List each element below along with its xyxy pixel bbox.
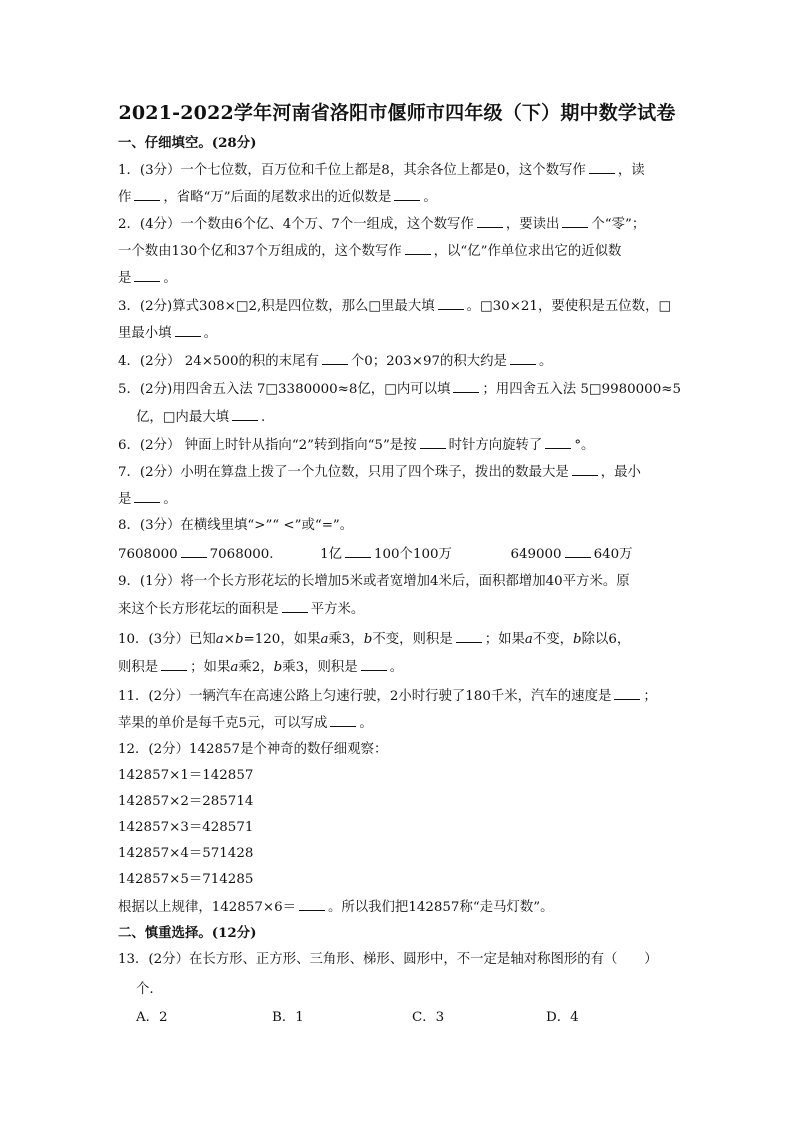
question-text: 是	[118, 492, 132, 507]
variable-b: b	[273, 660, 283, 675]
option-label: C．3	[412, 1010, 445, 1025]
question-8-line-2	[118, 545, 633, 564]
page-title: 2021-2022学年河南省洛阳市偃师市四年级（下）期中数学试卷	[118, 102, 676, 124]
section-heading-choice	[118, 924, 256, 942]
answer-blank[interactable]	[330, 714, 356, 727]
equation-row	[118, 767, 253, 785]
question-text: ，读	[617, 163, 645, 178]
question-text: 5．(2分)用四舍五入法 7□3380000≈8亿，□内可以填	[118, 382, 451, 397]
question-text: 乘3，	[328, 632, 364, 647]
question-text: ；用四舍五入法 5□9980000≈5	[482, 382, 681, 397]
question-5-line-1	[118, 380, 681, 399]
question-text: 。	[538, 354, 553, 369]
question-10-line-1	[118, 630, 630, 649]
question-4	[118, 352, 552, 371]
question-9-line-1	[118, 573, 630, 591]
question-text: 一个数由130个亿和37个万组成的，这个数写作	[118, 244, 402, 259]
answer-blank[interactable]	[282, 600, 308, 613]
answer-blank[interactable]	[589, 161, 615, 174]
question-text: 12．(2分）142857是个神奇的数仔细观察：	[118, 742, 388, 757]
question-text: 。	[359, 716, 373, 731]
answer-blank[interactable]	[161, 658, 187, 671]
answer-blank[interactable]	[562, 215, 588, 228]
question-3-line-1	[118, 297, 671, 316]
option-a[interactable]	[136, 1009, 168, 1027]
question-text: 9．(1分）将一个长方形花坛的长增加5米或者宽增加4米后，面积都增加40平方米。原	[118, 574, 630, 589]
question-text: ；如果	[484, 632, 525, 647]
times-sign: ×	[223, 632, 235, 647]
question-12-intro	[118, 741, 387, 759]
question-text: 苹果的单价是每千克5元，可以写成	[118, 716, 328, 731]
equation-text: 142857×2＝285714	[118, 794, 254, 809]
question-text: 不变，	[532, 632, 574, 647]
question-text: 。所以我们把142857称“走马灯数”。	[327, 900, 554, 915]
question-text: 1．(3分）一个七位数，百万位和千位上都是8，其余各位上都是0，这个数写作	[118, 163, 586, 178]
question-text: 。□30×21，要使积是五位数，□	[466, 299, 672, 314]
compare-left-value: 7608000	[118, 547, 178, 562]
question-7-line-1	[118, 463, 641, 482]
equation-text: 142857×5＝714285	[118, 872, 254, 887]
question-text: 。	[389, 660, 404, 675]
question-text: 平方米。	[310, 602, 365, 617]
question-12-conclusion	[118, 898, 553, 917]
question-2-line-3	[118, 269, 177, 288]
question-text: 。	[423, 190, 437, 205]
answer-blank[interactable]	[134, 269, 160, 282]
answer-blank[interactable]	[453, 380, 479, 393]
question-5-line-2	[136, 408, 265, 427]
answer-blank[interactable]	[175, 324, 201, 337]
question-1-line-2	[118, 188, 437, 207]
option-b[interactable]	[272, 1009, 304, 1027]
variable-b: b	[573, 632, 582, 647]
question-text: 7．(2分）小明在算盘上拨了一个九位数，只用了四个珠子，拨出的数最大是	[118, 465, 569, 480]
equation-row	[118, 793, 253, 811]
variable-a: a	[524, 632, 533, 647]
question-text: 3．(2分)算式308×□2,积是四位数，那么□里最大填	[118, 299, 435, 314]
compare-left-value: 1亿	[320, 547, 342, 562]
question-text: 10．(3分）已知	[118, 632, 216, 647]
question-text: 8．(3分）在横线里填“>”“ <”或“=”。	[118, 518, 354, 533]
question-text: 。	[203, 326, 217, 341]
answer-blank[interactable]	[614, 687, 640, 700]
question-10-line-2	[118, 658, 403, 677]
compare-left-value: 649000	[510, 547, 562, 562]
question-text: 来这个长方形花坛的面积是	[118, 602, 279, 617]
question-3-line-2	[118, 324, 217, 343]
answer-blank[interactable]	[405, 242, 431, 255]
compare-right-value: 640万	[593, 547, 633, 562]
answer-blank[interactable]	[345, 545, 371, 558]
answer-blank[interactable]	[545, 436, 571, 449]
answer-blank[interactable]	[572, 463, 598, 476]
answer-blank[interactable]	[322, 352, 348, 365]
answer-blank[interactable]	[361, 658, 387, 671]
answer-blank[interactable]	[181, 545, 207, 558]
question-text: 4．(2分） 24×500的积的末尾有	[118, 354, 319, 369]
section-label: 一、仔细填空。(28分)	[118, 135, 257, 151]
question-text: 不变，则积是	[372, 632, 453, 647]
compare-right-value: 7068000.	[209, 547, 274, 562]
question-text: 除以6，	[581, 632, 631, 647]
question-text: 则积是	[118, 660, 159, 675]
question-text: 13．(2分）在长方形、正方形、三角形、梯形、圆形中，不一定是轴对称图形的有（ ）	[118, 952, 658, 967]
answer-blank[interactable]	[420, 436, 446, 449]
question-text: 里最小填	[118, 326, 172, 341]
answer-blank[interactable]	[299, 898, 325, 911]
answer-blank[interactable]	[134, 188, 160, 201]
equation-text: 142857×4＝571428	[118, 846, 254, 861]
equation-text: 142857×1＝142857	[118, 768, 254, 783]
question-text: 个0；203×97的积大约是	[350, 354, 507, 369]
question-text: 根据以上规律，142857×6＝	[118, 900, 296, 915]
answer-blank[interactable]	[565, 545, 591, 558]
question-7-line-2	[118, 490, 177, 509]
answer-blank[interactable]	[232, 408, 258, 421]
variable-a: a	[215, 632, 224, 647]
question-text: 个.	[136, 982, 154, 997]
compare-right-value: 100个100万	[374, 547, 452, 562]
equation-text: 142857×3＝428571	[118, 820, 254, 835]
question-text: 亿，□内最大填	[136, 410, 229, 425]
option-label: A．2	[136, 1010, 168, 1025]
equation-row	[118, 845, 253, 863]
question-text: °。	[574, 438, 595, 453]
section-heading-fill-in	[118, 134, 256, 152]
question-text: ；	[643, 689, 657, 704]
variable-b: b	[234, 632, 244, 647]
question-text: 是	[118, 271, 132, 286]
question-2-line-1	[118, 215, 645, 234]
answer-blank[interactable]	[477, 215, 503, 228]
question-6	[118, 436, 594, 455]
question-text: =120，如果	[243, 632, 321, 647]
question-text: ；如果	[190, 660, 231, 675]
question-text: 时针方向旋转了	[448, 438, 543, 453]
question-text: 。	[163, 492, 177, 507]
question-text: 个“零”；	[591, 217, 646, 232]
question-text: ，省略“万”后面的尾数求出的近似数是	[163, 190, 392, 205]
equation-row	[118, 871, 253, 889]
answer-blank[interactable]	[510, 352, 536, 365]
answer-blank[interactable]	[438, 297, 464, 310]
question-text: 乘2，	[238, 660, 274, 675]
equation-row	[118, 819, 253, 837]
question-13-line-1	[118, 951, 658, 969]
question-text: 乘3，则积是	[282, 660, 358, 675]
section-label: 二、慎重选择。(12分)	[118, 925, 257, 941]
variable-b: b	[363, 632, 373, 647]
question-2-line-2	[118, 242, 621, 261]
question-1-line-1	[118, 161, 645, 180]
variable-a: a	[230, 660, 239, 675]
question-11-line-1	[118, 687, 657, 706]
question-8-line-1	[118, 517, 353, 535]
question-text: 6．(2分） 钟面上时针从指向“2”转到指向“5”是按	[118, 438, 417, 453]
question-text: 。	[163, 271, 177, 286]
option-d[interactable]	[546, 1009, 579, 1027]
question-text: ，最小	[600, 465, 641, 480]
question-text: ，以“亿”作单位求出它的近似数	[433, 244, 622, 259]
variable-a: a	[320, 632, 329, 647]
question-text: 作	[118, 190, 132, 205]
option-label: B．1	[272, 1010, 304, 1025]
question-11-line-2	[118, 714, 373, 733]
question-9-line-2	[118, 600, 364, 619]
answer-blank[interactable]	[394, 188, 420, 201]
question-text: .	[261, 410, 266, 425]
question-text: 11．(2分）一辆汽车在高速公路上匀速行驶，2小时行驶了180千米，汽车的速度是	[118, 689, 612, 704]
answer-blank[interactable]	[456, 630, 482, 643]
question-13-line-2	[136, 981, 154, 999]
option-label: D．4	[546, 1010, 579, 1025]
answer-blank[interactable]	[134, 490, 160, 503]
option-c[interactable]	[412, 1009, 444, 1027]
question-text: 2．(4分）一个数由6个亿、4个万、7个一组成，这个数写作	[118, 217, 474, 232]
question-text: ，要读出	[505, 217, 560, 232]
